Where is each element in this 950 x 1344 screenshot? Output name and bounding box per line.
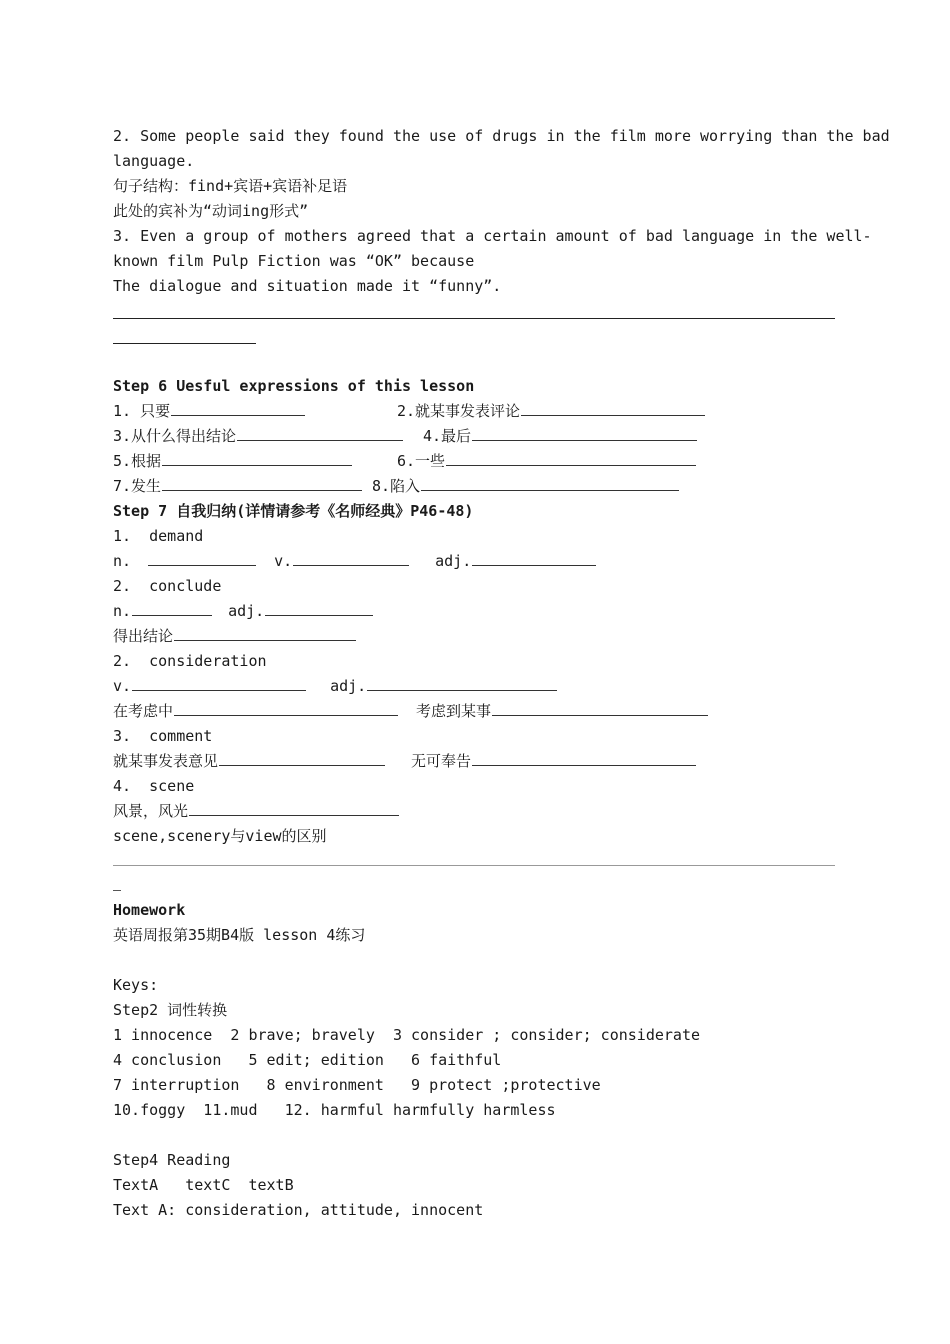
step6-row-3b	[397, 449, 696, 474]
step6-item-8: 8.陷入	[372, 477, 421, 495]
step6-row-2	[113, 424, 403, 449]
keys-title: Keys:	[113, 976, 159, 994]
no-comment-phrase: 无可奉告	[411, 752, 472, 770]
step6-item-7: 7.发生	[113, 477, 162, 495]
keys-step2-line-3: 7 interruption 8 environment 9 protect ;protective	[113, 1076, 601, 1094]
step6-item-2: 2.就某事发表评论	[397, 402, 521, 420]
keys-step4-title: Step4 Reading	[113, 1151, 231, 1169]
step6-row-4b	[372, 474, 679, 499]
step6-item-3: 3.从什么得出结论	[113, 427, 237, 445]
sentence-3-line-2: known film Pulp Fiction was “OK” because	[113, 252, 475, 270]
take-into-account-phrase: 考虑到某事	[416, 702, 492, 720]
step6-row-1b	[397, 399, 705, 424]
consideration-heading: 2. consideration	[113, 652, 267, 670]
step6-row-3	[113, 449, 352, 474]
step6-blank-5[interactable]	[162, 449, 352, 466]
answer-line-short[interactable]	[113, 343, 256, 344]
consideration-forms	[113, 674, 557, 699]
step6-blank-1[interactable]	[171, 399, 305, 416]
step6-blank-2[interactable]	[521, 399, 705, 416]
sentence-structure-note: 句子结构：find+宾语+宾语补足语	[113, 177, 348, 195]
difference-answer-line[interactable]	[113, 865, 835, 866]
consideration-adj-label: adj.	[330, 677, 367, 695]
scene-heading: 4. scene	[113, 777, 195, 795]
scenery-blank[interactable]	[189, 799, 399, 816]
step6-title: Step 6 Uesful expressions of this lesson	[113, 377, 475, 395]
keys-step2-line-4: 10.foggy 11.mud 12. harmful harmfully harmless	[113, 1101, 556, 1119]
step7-title: Step 7 自我归纳(详情请参考《名师经典》P46-48)	[113, 502, 474, 520]
conclude-phrase: 得出结论	[113, 627, 174, 645]
in-consideration-blank[interactable]	[174, 699, 398, 716]
step6-row-4	[113, 474, 362, 499]
sentence-2-line-2: language.	[113, 152, 195, 170]
conclude-noun-label: n.	[113, 602, 132, 620]
demand-verb-blank[interactable]	[293, 549, 409, 566]
sentence-3-line-1: 3. Even a group of mothers agreed that a certain amount of bad language in the well-	[113, 227, 872, 245]
demand-verb-label: v.	[274, 552, 293, 570]
scene-scenery-view-difference: scene,scenery与view的区别	[113, 827, 327, 845]
demand-forms	[113, 549, 596, 574]
consideration-adj-blank[interactable]	[367, 674, 557, 691]
comment-phrases	[113, 749, 696, 774]
conclude-adj-label: adj.	[228, 602, 265, 620]
comment-heading: 3. comment	[113, 727, 213, 745]
conclude-forms	[113, 599, 373, 624]
keys-step2-title: Step2 词性转换	[113, 1001, 228, 1019]
complement-note: 此处的宾补为“动词ing形式”	[113, 202, 309, 220]
homework-title: Homework	[113, 901, 186, 919]
step6-item-6: 6.一些	[397, 452, 446, 470]
sentence-3-line-3: The dialogue and situation made it “funny”.	[113, 277, 502, 295]
conclude-phrase-blank[interactable]	[174, 624, 356, 641]
step6-row-1	[113, 399, 305, 424]
consideration-verb-label: v.	[113, 677, 132, 695]
conclude-heading: 2. conclude	[113, 577, 222, 595]
in-consideration-phrase: 在考虑中	[113, 702, 174, 720]
demand-noun-blank[interactable]	[148, 549, 256, 566]
step6-blank-8[interactable]	[421, 474, 679, 491]
conclude-phrase-row	[113, 624, 356, 649]
comment-on-blank[interactable]	[219, 749, 385, 766]
demand-adj-blank[interactable]	[472, 549, 596, 566]
demand-heading: 1. demand	[113, 527, 204, 545]
consideration-phrases	[113, 699, 708, 724]
homework-text: 英语周报第35期B4版 lesson 4练习	[113, 926, 366, 944]
scenery-row	[113, 799, 399, 824]
keys-step2-line-2: 4 conclusion 5 edit; edition 6 faithful	[113, 1051, 502, 1069]
conclude-adj-blank[interactable]	[265, 599, 373, 616]
step6-item-4: 4.最后	[423, 427, 472, 445]
difference-answer-line-tail[interactable]	[113, 890, 121, 891]
comment-on-phrase: 就某事发表意见	[113, 752, 219, 770]
step6-blank-6[interactable]	[446, 449, 696, 466]
demand-adj-label: adj.	[435, 552, 472, 570]
step6-blank-4[interactable]	[472, 424, 697, 441]
sentence-2-line-1: 2. Some people said they found the use of drugs in the film more worrying than the bad	[113, 127, 890, 145]
no-comment-blank[interactable]	[472, 749, 696, 766]
keys-step4-order: TextA textC textB	[113, 1176, 294, 1194]
consideration-verb-blank[interactable]	[132, 674, 306, 691]
take-into-account-blank[interactable]	[492, 699, 708, 716]
keys-step4-text-a: Text A: consideration, attitude, innocent	[113, 1201, 484, 1219]
keys-step2-line-1: 1 innocence 2 brave; bravely 3 consider ; consider; considerate	[113, 1026, 700, 1044]
step6-blank-3[interactable]	[237, 424, 403, 441]
step6-item-5: 5.根据	[113, 452, 162, 470]
answer-line-long[interactable]	[113, 318, 835, 319]
step6-row-2b	[423, 424, 697, 449]
conclude-noun-blank[interactable]	[132, 599, 212, 616]
step6-item-1: 1. 只要	[113, 402, 171, 420]
step6-blank-7[interactable]	[162, 474, 362, 491]
demand-noun-label: n.	[113, 552, 132, 570]
scenery-phrase: 风景，风光	[113, 802, 189, 820]
